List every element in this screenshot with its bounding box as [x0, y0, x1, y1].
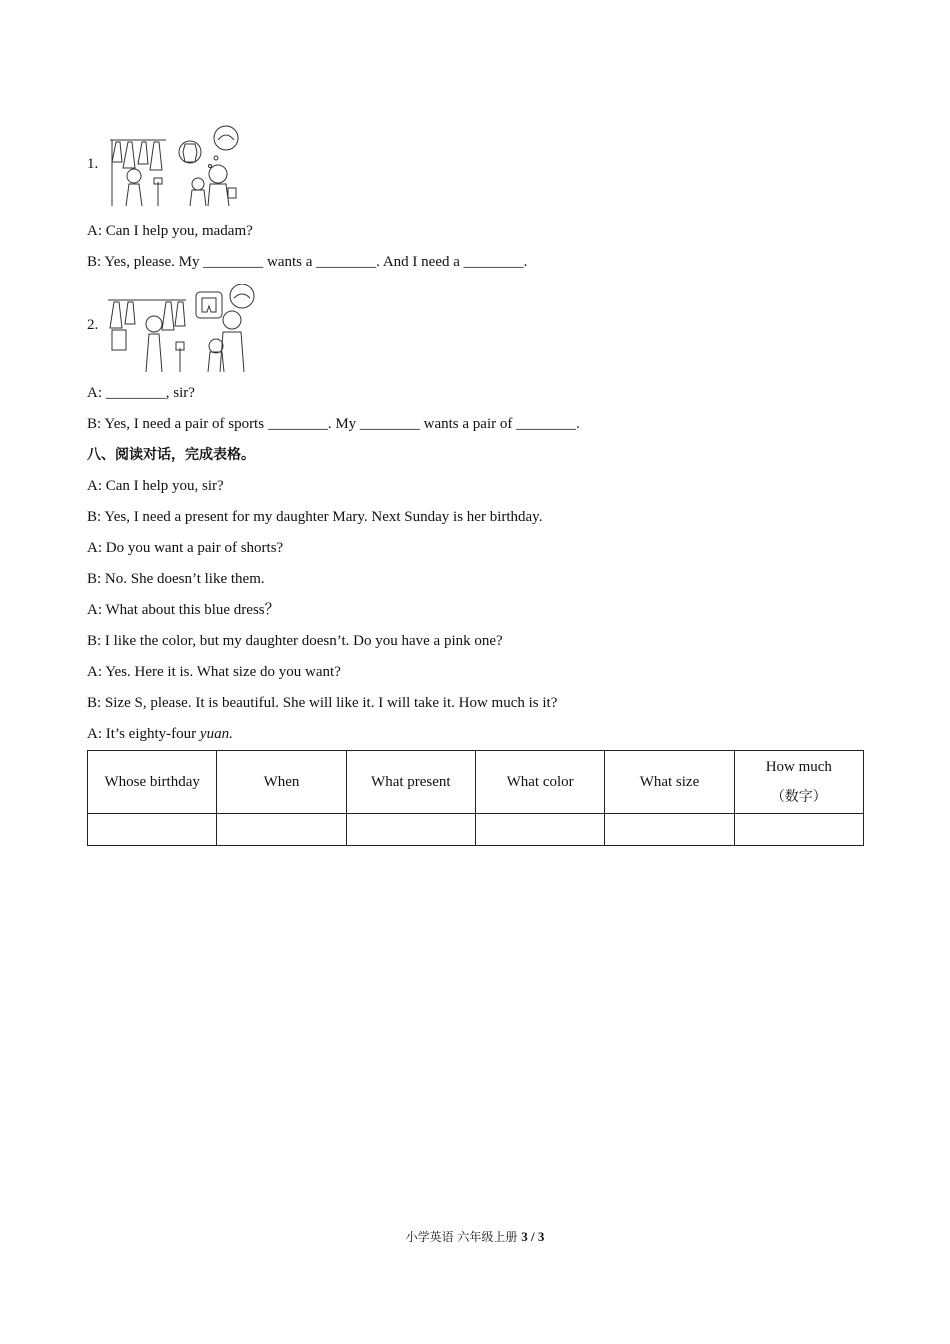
shopping-scene-illustration-2 — [106, 284, 258, 374]
header-when: When — [217, 751, 346, 814]
answer-cell-how-much[interactable] — [734, 814, 863, 846]
question-2-number: 2. — [87, 317, 99, 333]
header-what-color: What color — [475, 751, 604, 814]
dialogue-last-line-text: A: It’s eighty-four — [87, 726, 200, 742]
dialogue-line: A: What about this blue dress？ — [87, 602, 280, 618]
header-how-much-label: How much — [765, 759, 832, 775]
section-8-heading: 八、阅读对话，完成表格。 — [87, 447, 255, 463]
q1-line-a: A: Can I help you, madam? — [87, 223, 253, 239]
table-answer-row — [88, 814, 864, 846]
dialogue-line: B: Yes, I need a present for my daughter Mary. Next Sunday is her birthday. — [87, 509, 543, 525]
shopping-scene-illustration-1 — [106, 122, 242, 208]
dialogue-line: B: Size S, please. It is beautiful. She will like it. I will take it. How much is it? — [87, 695, 558, 711]
answer-cell-what-present[interactable] — [346, 814, 475, 846]
header-what-present: What present — [346, 751, 475, 814]
page-footer — [0, 1228, 950, 1245]
answer-cell-whose-birthday[interactable] — [88, 814, 217, 846]
q2-line-b: B: Yes, I need a pair of sports ________. My ________ wants a pair of ________. — [87, 416, 580, 432]
dialogue-line: A: Can I help you, sir? — [87, 478, 224, 494]
dialogue-last-line — [87, 724, 233, 744]
table-header-row — [88, 751, 864, 814]
answer-cell-what-color[interactable] — [475, 814, 604, 846]
dialogue-line: B: I like the color, but my daughter doesn’t. Do you have a pink one? — [87, 633, 503, 649]
q2-line-a: A: ________, sir? — [87, 385, 195, 401]
q1-line-b: B: Yes, please. My ________ wants a ________. And I need a ________. — [87, 254, 528, 270]
header-how-much — [734, 751, 863, 814]
answer-cell-when[interactable] — [217, 814, 346, 846]
page-number: 3 / 3 — [521, 1229, 545, 1244]
question-1-number: 1. — [87, 156, 99, 172]
dialogue-line: A: Yes. Here it is. What size do you want? — [87, 664, 341, 680]
answer-table — [87, 750, 864, 846]
header-whose-birthday: Whose birthday — [88, 751, 217, 814]
header-what-size: What size — [605, 751, 734, 814]
dialogue-line: A: Do you want a pair of shorts? — [87, 540, 284, 556]
header-how-much-sub: （数字） — [770, 789, 827, 805]
footer-text: 小学英语 六年级上册 — [405, 1230, 522, 1244]
answer-cell-what-size[interactable] — [605, 814, 734, 846]
dialogue-line: B: No. She doesn’t like them. — [87, 571, 265, 587]
currency-word: yuan. — [199, 726, 233, 742]
